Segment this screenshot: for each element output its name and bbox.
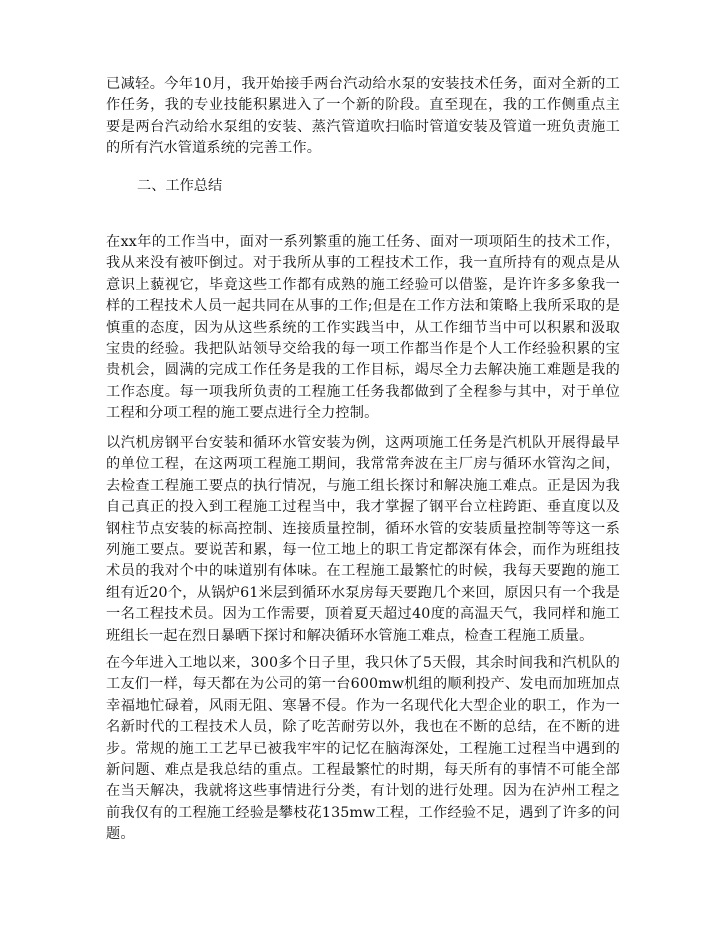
section-heading: 二、工作总结: [137, 178, 223, 194]
paragraph-intro: 已减轻。今年10月，我开始接手两台汽动给水泵的安装技术任务，面对全新的工作任务，我的专业技能积累进入了一个新的阶段。直至现在，我的工作侧重点主要是两台汽动给水泵组的安装、蒸汽管道吹扫临时管道安装及管道一班负责施工的所有汽水管道系统的完善工作。: [106, 76, 620, 157]
paragraph-work-summary: 在xx年的工作当中，面对一系列繁重的施工任务、面对一项项陌生的技术工作，我从来没有被吓倒过。对于我所从事的工程技术工作，我一直所持有的观点是从意识上藐视它，毕竟这些工作都有成熟的施工经验可以借鉴，是许许多多象我一样的工程技术人员一起共同在从事的工作;但是在工作方法和策略上我所采取的是慎重的态度，因为从这些系统的工作实践当中，从工作细节当中可以积累和汲取宝贵的经验。我把队站领导交给我的每一项工作都当作是个人工作经验积累的宝贵机会，圆满的完成工作任务是我的工作目标，竭尽全力去解决施工难题是我的工作态度。每一项我所负责的工程施工任务我都做到了全程参与其中，对于单位工程和分项工程的施工要点进行全力控制。: [106, 234, 620, 422]
paragraph-example-projects: 以汽机房钢平台安装和循环水管安装为例，这两项施工任务是汽机队开展得最早的单位工程，在这两项工程施工期间，我常常奔波在主厂房与循环水管沟之间，去检查工程施工要点的执行情况，与施工组长探讨和解决施工难点。正是因为我自己真正的投入到工程施工过程当中，我才掌握了钢平台立柱跨距、垂直度以及钢柱节点安装的标高控制、连接质量控制，循环水管的安装质量控制等等这一系列施工要点。要说苦和累，每一位工地上的职工肯定都深有体会，而作为班组技术员的我对个中的味道别有体味。在工程施工最繁忙的时候，我每天要跑的施工组有近20个，从锅炉61米层到循环水泵房每天要跑几个来回，原因只有一个我是一名工程技术员。因为工作需要，顶着夏天超过40度的高温天气，我同样和施工班组长一起在烈日暴晒下探讨和解决循环水管施工难点，检查工程施工质量。: [106, 435, 620, 644]
paragraph-site-experience: 在今年进入工地以来，300多个日子里，我只休了5天假，其余时间我和汽机队的工友们一样，每天都在为公司的第一台600mw机组的顺利投产、发电而加班加点幸福地忙碌着，风雨无阻、寒暑不侵。作为一名现代化大型企业的职工，作为一名新时代的工程技术人员，除了吃苦耐劳以外，我也在不断的总结，在不断的进步。常规的施工工艺早已被我牢牢的记忆在脑海深处，工程施工过程当中遇到的新问题、难点是我总结的重点。工程最繁忙的时期，每天所有的事情不可能全部在当天解决，我就将这些事情进行分类，有计划的进行处理。因为在泸州工程之前我仅有的工程施工经验是攀枝花135mw工程，工作经验不足，遇到了许多的问题。: [106, 655, 620, 843]
